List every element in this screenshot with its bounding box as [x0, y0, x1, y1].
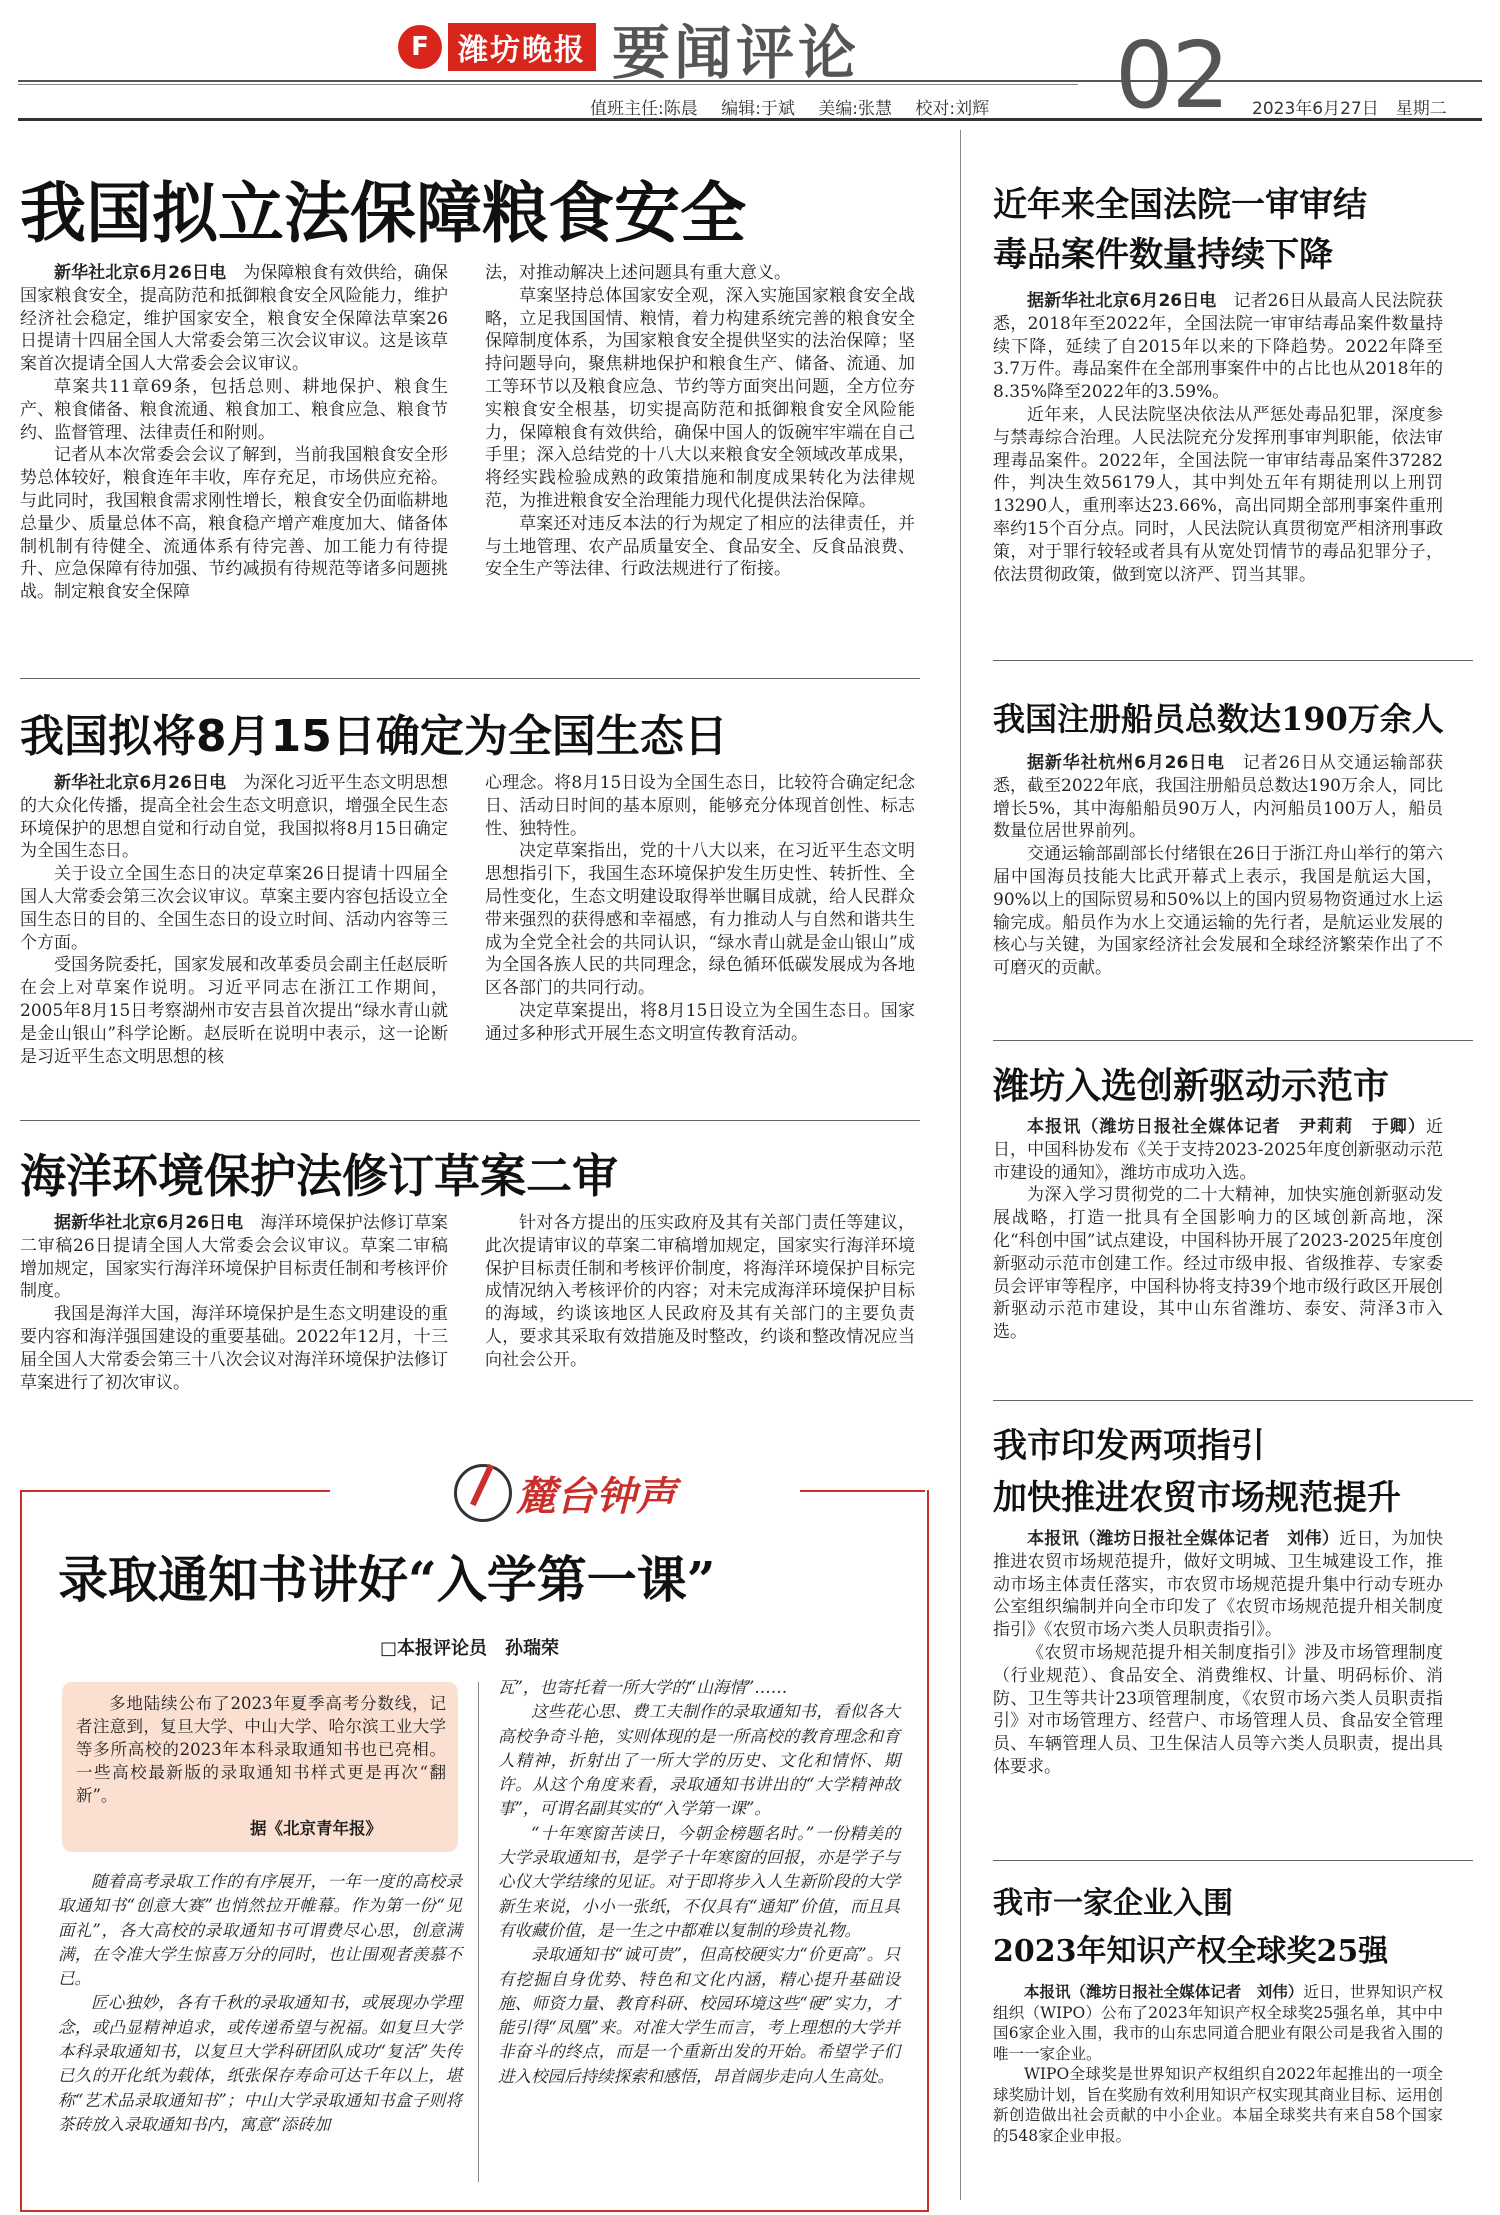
seafarers-text-2: 交通运输部副部长付绪银在26日于浙江舟山举行的第六届中国海员技能大比武开幕式上表示，我国是航运大国，90%以上的国际贸易和50%以上的国内贸易物资通过水上运输完成。船员作为水上交通运输的先行者，是航运业发展的核心与关键，为国家经济社会发展和全球经济繁荣作出了不可磨灭的贡献。	[993, 844, 1443, 979]
staff-credits	[590, 94, 1007, 119]
masthead-rule-thin	[18, 84, 1078, 85]
drugs-body	[993, 290, 1443, 586]
drugs-headline: 近年来全国法院一审审结 毒品案件数量持续下降	[993, 185, 1367, 275]
drugs-dateline: 据新华社北京6月26日电	[1027, 291, 1217, 311]
innovation-bottom-rule	[993, 1400, 1473, 1401]
eco-headline: 我国拟将8月15日确定为全国生态日	[20, 711, 728, 762]
eco-bottom-rule	[20, 1120, 920, 1121]
commentary-text-2: 匠心独妙，各有千秋的录取通知书，或展现办学理念，或凸显精神追求，或传递希望与祝福。如复旦大学本科录取通知书，以复旦大学科研团队成功“复活”失传已久的开化纸为载体，纸张保存寿命可达千年以上，堪称“艺术品录取通知书”；中山大学录取通知书盒子则将茶砖放入录取通知书内，寓意“添砖加	[58, 1993, 462, 2134]
eco-col2	[485, 772, 915, 1046]
eco-text-4: 心理念。将8月15日设为全国生态日，比较符合确定纪念日、活动日时间的基本原则，能够充分体现首创性、标志性、独特性。	[485, 773, 915, 839]
market-bottom-rule	[993, 1860, 1473, 1861]
logo-mark-icon: F	[398, 25, 442, 69]
innovation-body	[993, 1116, 1443, 1344]
market-body	[993, 1528, 1443, 1779]
commentary-text-4: 这些花心思、费工夫制作的录取通知书，看似各大高校争奇斗艳，实则体现的是一所高校的教育理念和育人精神，折射出了一所大学的历史、文化和情怀、期许。从这个角度来看，录取通知书讲出的“大学精神故事”，可谓名副其实的“入学第一课”。	[498, 1702, 900, 1819]
grain-text-1: 为保障粮食有效供给，确保国家粮食安全，提高防范和抵御粮食安全风险能力，维护经济社会稳定，维护国家安全，粮食安全保障法草案26日提请十四届全国人大常委会第三次会议审议。这是该草案首次提请全国人大常委会会议审议。	[20, 263, 448, 375]
eco-text-6: 决定草案提出，将8月15日设立为全国生态日。国家通过多种形式开展生态文明宣传教育活动。	[485, 1000, 915, 1044]
ocean-col1	[20, 1212, 448, 1394]
header-bottom-rule	[18, 118, 1482, 121]
commentary-column-divider	[478, 1682, 479, 2182]
commentary-byline: □本报评论员 孙瑞荣	[380, 1638, 560, 1659]
innovation-headline: 潍坊入选创新驱动示范市	[993, 1065, 1390, 1107]
seafarers-text-1: 记者26日从交通运输部获悉，截至2022年底，我国注册船员总数达190万余人，同比增长5%，其中海船船员90万人，内河船员100万人，船员数量位居世界前列。	[993, 753, 1443, 842]
drugs-text-1: 记者26日从最高人民法院获悉，2018年至2022年，全国法院一审审结毒品案件数量持续下降，延续了自2015年以来的下降趋势。2022年降至3.7万件。毒品案件在全部刑事案件中的占比也从2018年的8.35%降至2022年的3.59%。	[993, 291, 1443, 403]
grain-dateline: 新华社北京6月26日电	[54, 263, 227, 283]
staff-proofreader: 校对:刘辉	[915, 99, 990, 119]
commentary-text-6: 录取通知书“诚可贵”，但高校硬实力“价更高”。只有挖掘自身优势、特色和文化内涵，精心提升基础设施、师资力量、教育科研、校园环境这些“硬”实力，才能引得“凤凰”来。对准大学生而言，考上理想的大学并非奋斗的终点，而是一个重新出发的开始。希望学子们进入校园后持续探索和感悟，昂首阔步走向人生高处。	[498, 1945, 900, 2086]
issue-date: 2023年6月27日 星期二	[1252, 99, 1447, 119]
ocean-text-3: 针对各方提出的压实政府及其有关部门责任等建议，此次提请审议的草案二审稿增加规定，国家实行海洋环境保护目标责任制和考核评价制度，将海洋环境保护目标完成情况纳入考核评价的内容；对未完成海洋环境保护目标的海域，约谈该地区人民政府及其有关部门的主要负责人，要求其采取有效措施及时整改，约谈和整改情况应当向社会公开。	[485, 1213, 915, 1370]
ip-dateline: 本报讯（潍坊日报社全媒体记者 刘伟）	[1024, 1983, 1304, 2001]
commentary-text-3: 瓦”，也寄托着一所大学的“山海情”……	[498, 1678, 788, 1697]
commentary-headline: 录取通知书讲好“入学第一课”	[58, 1550, 716, 1609]
grain-text-5: 草案坚持总体国家安全观，深入实施国家粮食安全战略，立足我国国情、粮情，着力构建系统完善的粮食安全保障制度体系，为国家粮食安全提供坚实的法治保障；坚持问题导向，聚焦耕地保护和粮食生产、储备、流通、加工等环节以及粮食应急、节约等方面突出问题，全方位夯实粮食安全根基，切实提高防范和抵御粮食安全风险能力，保障粮食有效供给，确保中国人的饭碗牢牢端在自己手里；深入总结党的十八大以来粮食安全领域改革成果，将经实践检验成熟的政策措施和制度成果转化为法律规范，为推进粮食安全治理能力现代化提供法治保障。	[485, 285, 915, 511]
grain-headline: 我国拟立法保障粮食安全	[20, 175, 746, 252]
section-title: 要闻评论	[612, 19, 861, 87]
logo-text: 潍坊晚报	[448, 23, 596, 71]
market-headline: 我市印发两项指引 加快推进农贸市场规范提升	[993, 1426, 1401, 1518]
eco-text-2: 关于设立全国生态日的决定草案26日提请十四届全国人大常委会第三次会议审议。草案主要内容包括设立全国生态日的目的、全国生态日的设立时间、活动内容等三个方面。	[20, 864, 448, 953]
ocean-col2	[485, 1212, 915, 1372]
grain-text-3: 记者从本次常委会会议了解到，当前我国粮食安全形势总体较好，粮食连年丰收，库存充足，市场供应充裕。与此同时，我国粮食需求刚性增长，粮食安全仍面临耕地总量少、质量总体不高，粮食稳产增产难度加大、储备体制机制有待健全、流通体系有待完善、加工能力有待提升、应急保障有待加强、节约减损有待规范等诸多问题挑战。制定粮食安全保障	[20, 445, 448, 603]
ip-text-2: WIPO全球奖是世界知识产权组织自2022年起推出的一项全球奖励计划，旨在奖励有效利用知识产权实现其商业目标、运用创新创造做出社会贡献的中小企业。本届全球奖共有来自58个国家的548家企业申报。	[993, 2065, 1443, 2145]
ocean-text-2: 我国是海洋大国，海洋环境保护是生态文明建设的重要内容和海洋强国建设的重要基础。2022年12月，十三届全国人大常委会第三十八次会议对海洋环境保护法修订草案进行了初次审议。	[20, 1304, 448, 1393]
commentary-right-col	[498, 1676, 900, 2089]
grain-text-4: 法，对推动解决上述问题具有重大意义。	[485, 263, 791, 283]
ocean-text-1: 海洋环境保护法修订草案二审稿26日提请全国人大常委会会议审议。草案二审稿增加规定，国家实行海洋环境保护目标责任制和考核评价制度。	[20, 1213, 449, 1302]
seafarers-bottom-rule	[993, 1040, 1473, 1041]
eco-text-1: 为深化习近平生态文明思想的大众化传播，提高全社会生态文明意识，增强全民生态环境保护的思想自觉和行动自觉，我国拟将8月15日确定为全国生态日。	[20, 773, 448, 862]
drugs-bottom-rule	[993, 660, 1473, 661]
newspaper-logo	[398, 22, 596, 72]
ip-headline: 我市一家企业入围 2023年知识产权全球奖25强	[993, 1886, 1389, 1969]
column-name: 麓台钟声	[516, 1472, 676, 1520]
staff-duty: 值班主任:陈晨	[590, 99, 698, 119]
ocean-headline: 海洋环境保护法修订草案二审	[20, 1149, 618, 1203]
grain-col2	[485, 262, 915, 581]
ip-text-1: 近日，世界知识产权组织（WIPO）公布了2023年知识产权全球奖25强名单，其中中国6家企业入围，我市的山东忠同道合肥业有限公司是我省入围的唯一一家企业。	[993, 1983, 1443, 2063]
seafarers-body	[993, 752, 1443, 980]
drugs-text-2: 近年来，人民法院坚决依法从严惩处毒品犯罪，深度参与禁毒综合治理。人民法院充分发挥刑事审判职能，依法审理毒品案件。2022年，全国法院一审审结毒品案件37282件，判决生效56179人，其中判处五年有期徒刑以上刑罚13290人，重刑率达23.66%，高出同期全部刑事案件重刑率约15个百分点。同时，人民法院认真贯彻宽严相济刑事政策，对于罪行较轻或者具有从宽处罚情节的毒品犯罪分子，依法贯彻政策，做到宽以济严、罚当其罪。	[993, 404, 1443, 585]
grain-text-2: 草案共11章69条，包括总则、耕地保护、粮食生产、粮食储备、粮食流通、粮食加工、粮食应急、粮食节约、监督管理、法律责任和附则。	[20, 376, 448, 443]
eco-col1	[20, 772, 448, 1068]
ip-body	[993, 1982, 1443, 2146]
market-dateline: 本报讯（潍坊日报社全媒体记者 刘伟）	[1027, 1529, 1340, 1549]
market-text-2: 《农贸市场规范提升相关制度指引》涉及市场管理制度（行业规范）、食品安全、消费维权、计量、明码标价、消防、卫生等共计23项管理制度，《农贸市场六类人员职责指引》对市场管理方、经营户、市场管理人员、食品安全管理员、车辆管理人员、卫生保洁人员等六类人员职责，提出具体要求。	[993, 1642, 1443, 1777]
quote-note-source: 据《北京青年报》	[250, 1819, 382, 1838]
innovation-text-1: 近日，中国科协发布《关于支持2023-2025年度创新驱动示范市建设的通知》，潍坊市成功入选。	[993, 1117, 1443, 1183]
column-badge	[330, 1462, 800, 1524]
right-column-divider	[960, 130, 961, 2200]
masthead-rule	[18, 80, 1482, 82]
staff-editor: 编辑:于斌	[721, 99, 795, 119]
pen-icon	[454, 1464, 512, 1522]
page-number: 02	[1115, 22, 1229, 129]
eco-dateline: 新华社北京6月26日电	[54, 773, 227, 793]
eco-text-3: 受国务院委托，国家发展和改革委员会副主任赵辰昕在会上对草案作说明。习近平同志在浙江工作期间，2005年8月15日考察湖州市安吉县首次提出“绿水青山就是金山银山”科学论断。赵辰昕在说明中表示，这一论断是习近平生态文明思想的核	[20, 955, 448, 1067]
seafarers-headline: 我国注册船员总数达190万余人	[993, 700, 1444, 738]
quote-note-text: 多地陆续公布了2023年夏季高考分数线，记者注意到，复旦大学、中山大学、哈尔滨工业大学等多所高校的2023年本科录取通知书也已亮相。一些高校最新版的录取通知书样式更是再次“翻新”。	[76, 1694, 446, 1805]
innovation-dateline: 本报讯（潍坊日报社全媒体记者 尹莉莉 于卿）	[1027, 1117, 1426, 1137]
commentary-left-col	[58, 1870, 462, 2137]
staff-designer: 美编:张慧	[818, 99, 893, 119]
eco-text-5: 决定草案指出，党的十八大以来，在习近平生态文明思想指引下，我国生态环境保护发生历史性、转折性、全局性变化，生态文明建设取得举世瞩目成就，给人民群众带来强烈的获得感和幸福感，有力推动人与自然和谐共生成为全党全社会的共同认识，“绿水青山就是金山银山”成为全国各族人民的共同理念，绿色循环低碳发展成为各地区各部门的共同行动。	[485, 841, 915, 999]
grain-text-6: 草案还对违反本法的行为规定了相应的法律责任，并与土地管理、农产品质量安全、食品安全、反食品浪费、安全生产等法律、行政法规进行了衔接。	[485, 513, 915, 580]
seafarers-dateline: 据新华社杭州6月26日电	[1027, 753, 1225, 773]
grain-bottom-rule	[20, 678, 920, 679]
grain-col1	[20, 262, 448, 604]
innovation-text-2: 为深入学习贯彻党的二十大精神，加快实施创新驱动发展战略，打造一批具有全国影响力的区域创新高地，深化“科创中国”试点建设，中国科协开展了2023-2025年度创新驱动示范市创建工作。经过市级申报、省级推荐、专家委员会评审等程序，中国科协将支持39个地市级行政区开展创新驱动示范市建设，其中山东省潍坊、泰安、菏泽3市入选。	[993, 1185, 1443, 1343]
commentary-top-rule-right	[800, 1490, 925, 1492]
ocean-dateline: 据新华社北京6月26日电	[54, 1213, 244, 1233]
commentary-text-5: “十年寒窗苦读日，今朝金榜题名时。”一份精美的大学录取通知书，是学子十年寒窗的回报，亦是学子与心仪大学结缘的见证。对于即将步入人生新阶段的大学新生来说，小小一张纸，不仅具有“通知”价值，而且具有收藏价值，是一生之中都难以复制的珍贵礼物。	[498, 1823, 900, 1940]
market-text-1: 近日，为加快推进农贸市场规范提升，做好文明城、卫生城建设工作，推动市场主体责任落实，市农贸市场规范提升集中行动专班办公室组织编制并向全市印发了《农贸市场规范提升相关制度指引》《农贸市场六类人员职责指引》。	[993, 1529, 1444, 1641]
commentary-text-1: 随着高考录取工作的有序展开，一年一度的高校录取通知书“创意大赛”也悄然拉开帷幕。作为第一份“见面礼”，各大高校的录取通知书可谓费尽心思，创意满满，在令准大学生惊喜万分的同时，也让围观者羡慕不已。	[58, 1872, 462, 1989]
